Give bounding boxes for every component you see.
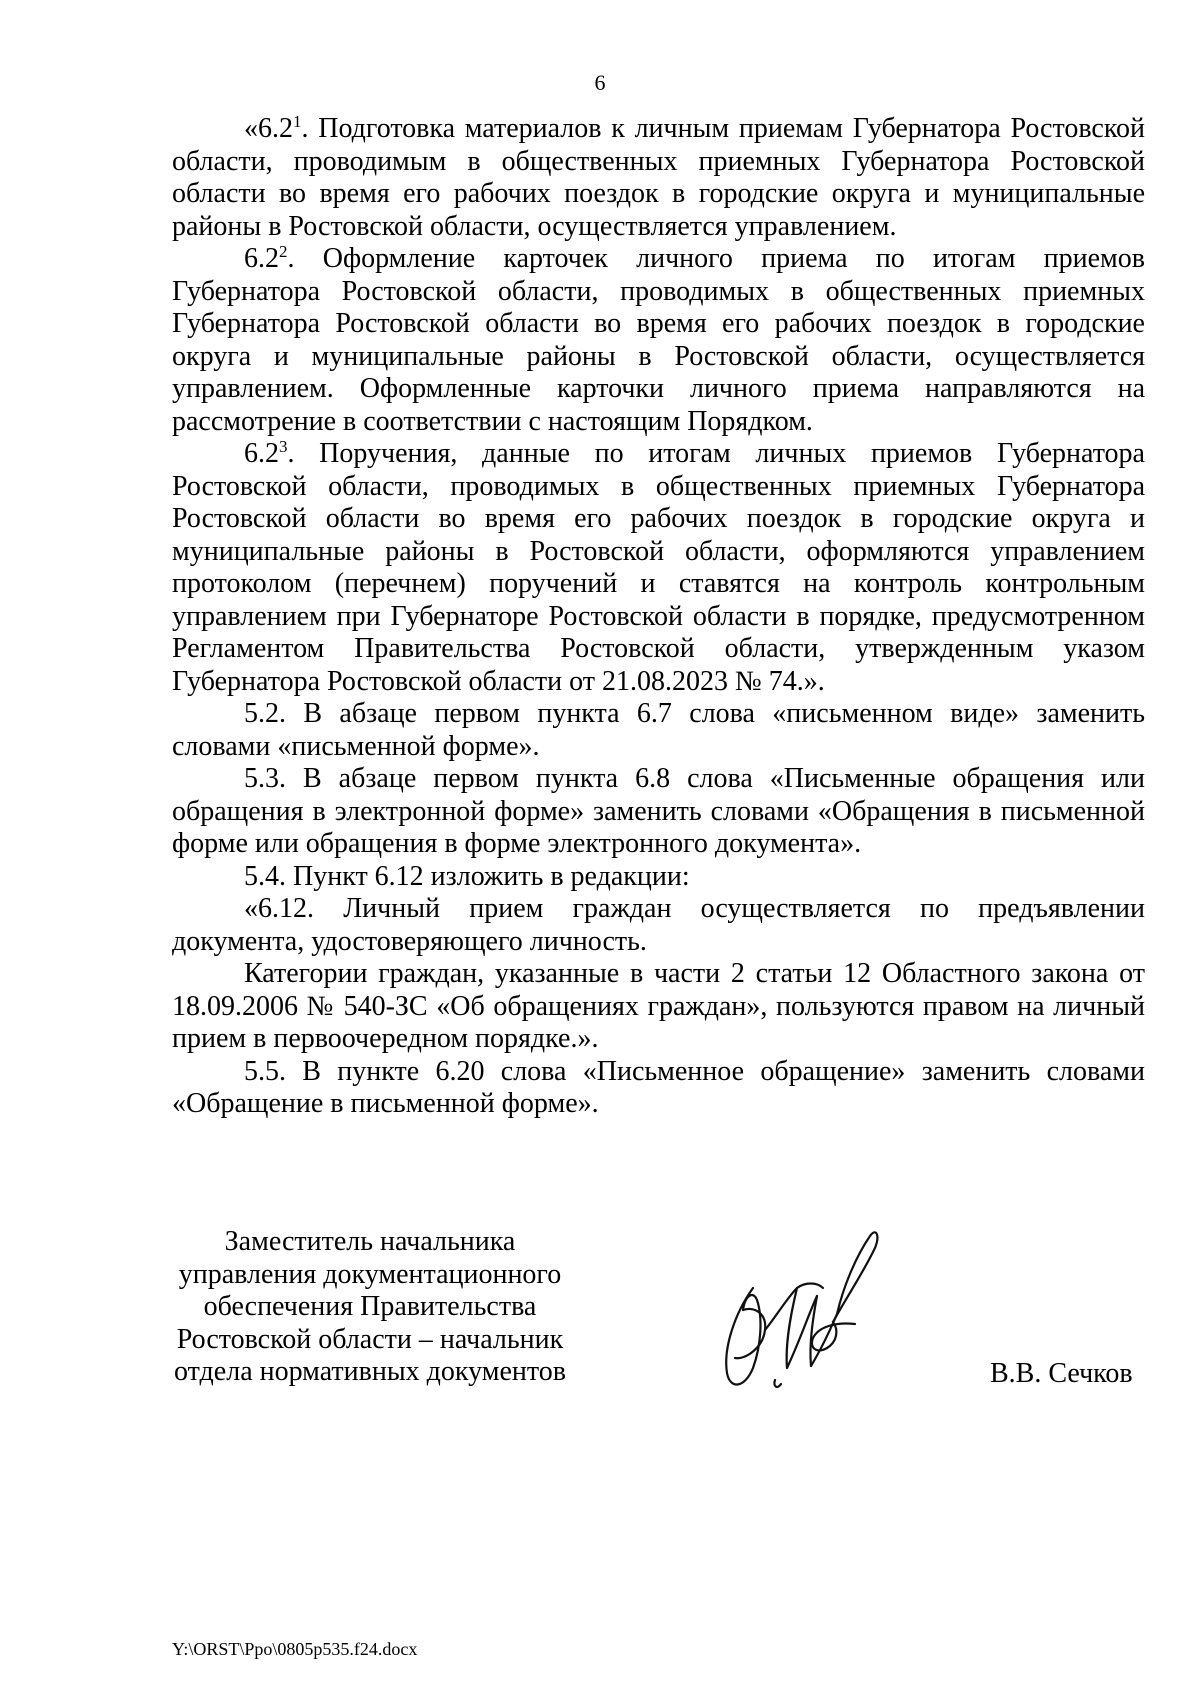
paragraph-prefix: 6.2 — [244, 438, 279, 469]
paragraph-6-12 — [172, 893, 1145, 958]
paragraph-6-2-2 — [172, 243, 1145, 438]
paragraph-text: 5.3. В абзаце первом пункта 6.8 слова «Письменные обращения или обращения в электронной форме» заменить словами «Обращения в письменной форме или обращения в форме электронного документа». — [172, 763, 1145, 859]
signatory-name: В.В. Сечков — [990, 1358, 1133, 1389]
paragraph-6-2-3 — [172, 438, 1145, 698]
paragraph-superscript: 2 — [279, 242, 288, 261]
paragraph-prefix: «6.2 — [244, 113, 293, 144]
signatory-title-line: Ростовской области – начальник — [176, 1323, 564, 1355]
paragraph-text: 5.5. В пункте 6.20 слова «Письменное обращение» заменить словами «Обращение в письменной форме». — [172, 1055, 1145, 1119]
paragraph-6-2-1 — [172, 113, 1145, 243]
file-path-footer: Y:\ORST\Ppo\0805p535.f24.docx — [172, 1639, 418, 1659]
page-number: 6 — [594, 70, 606, 95]
paragraph-categories — [172, 958, 1145, 1056]
paragraph-text: 5.2. В абзаце первом пункта 6.7 слова «письменном виде» заменить словами «письменной форме». — [172, 698, 1145, 762]
signatory-title-line: отдела нормативных документов — [174, 1356, 566, 1387]
signatory-title — [160, 1226, 580, 1389]
paragraph-text: Категории граждан, указанные в части 2 статьи 12 Областного закона от 18.09.2006 № 540-ЗС «Об обращениях граждан», пользуются правом на личный прием в первоочередном порядке.». — [172, 958, 1145, 1054]
paragraph-5-2 — [172, 698, 1145, 763]
paragraph-5-4 — [172, 861, 1145, 894]
paragraph-prefix: 6.2 — [244, 243, 279, 274]
paragraph-text: . Поручения, данные по итогам личных приемов Губернатора Ростовской области, проводимых в общественных приемных Губернатора Ростовской области во время его рабочих поездок в городские округа и муниципальные районы в Ростовской области, оформляются управлением протоколом (перечнем) поручений и ставятся на контроль контрольным управлением при Губернаторе Ростовской области в порядке, предусмотренном Регламентом Правительства Ростовской области, утвержденным указом Губернатора Ростовской области от 21.08.2023 № 74.». — [172, 438, 1145, 697]
paragraph-5-5 — [172, 1056, 1145, 1121]
paragraph-text: . Подготовка материалов к личным приемам Губернатора Ростовской области, проводимым в общественных приемных Губернатора Ростовской области во время его рабочих поездок в городские округа и муниципальные районы в Ростовской области, осуществляется управлением. — [172, 113, 1145, 242]
document-body — [172, 113, 1145, 1121]
paragraph-text: . Оформление карточек личного приема по итогам приемов Губернатора Ростовской области, проводимых в общественных приемных Губернатора Ростовской области во время его рабочих поездок в городские округа и муниципальные районы в Ростовской области, осуществляется управлением. Оформленные карточки личного приема направляются на рассмотрение в соответствии с настоящим Порядком. — [172, 243, 1145, 437]
paragraph-text: «6.12. Личный прием граждан осуществляется по предъявлении документа, удостоверяющего личность. — [172, 893, 1145, 957]
signatory-title-line: Заместитель начальника — [224, 1226, 516, 1257]
handwritten-signature — [705, 1218, 895, 1398]
paragraph-superscript: 1 — [293, 112, 302, 131]
paragraph-superscript: 3 — [279, 437, 288, 456]
paragraph-5-3 — [172, 763, 1145, 861]
signatory-title-line: обеспечения Правительства — [203, 1291, 537, 1322]
signatory-title-line: управления документационного — [178, 1258, 562, 1290]
paragraph-text: 5.4. Пункт 6.12 изложить в редакции: — [244, 860, 690, 892]
